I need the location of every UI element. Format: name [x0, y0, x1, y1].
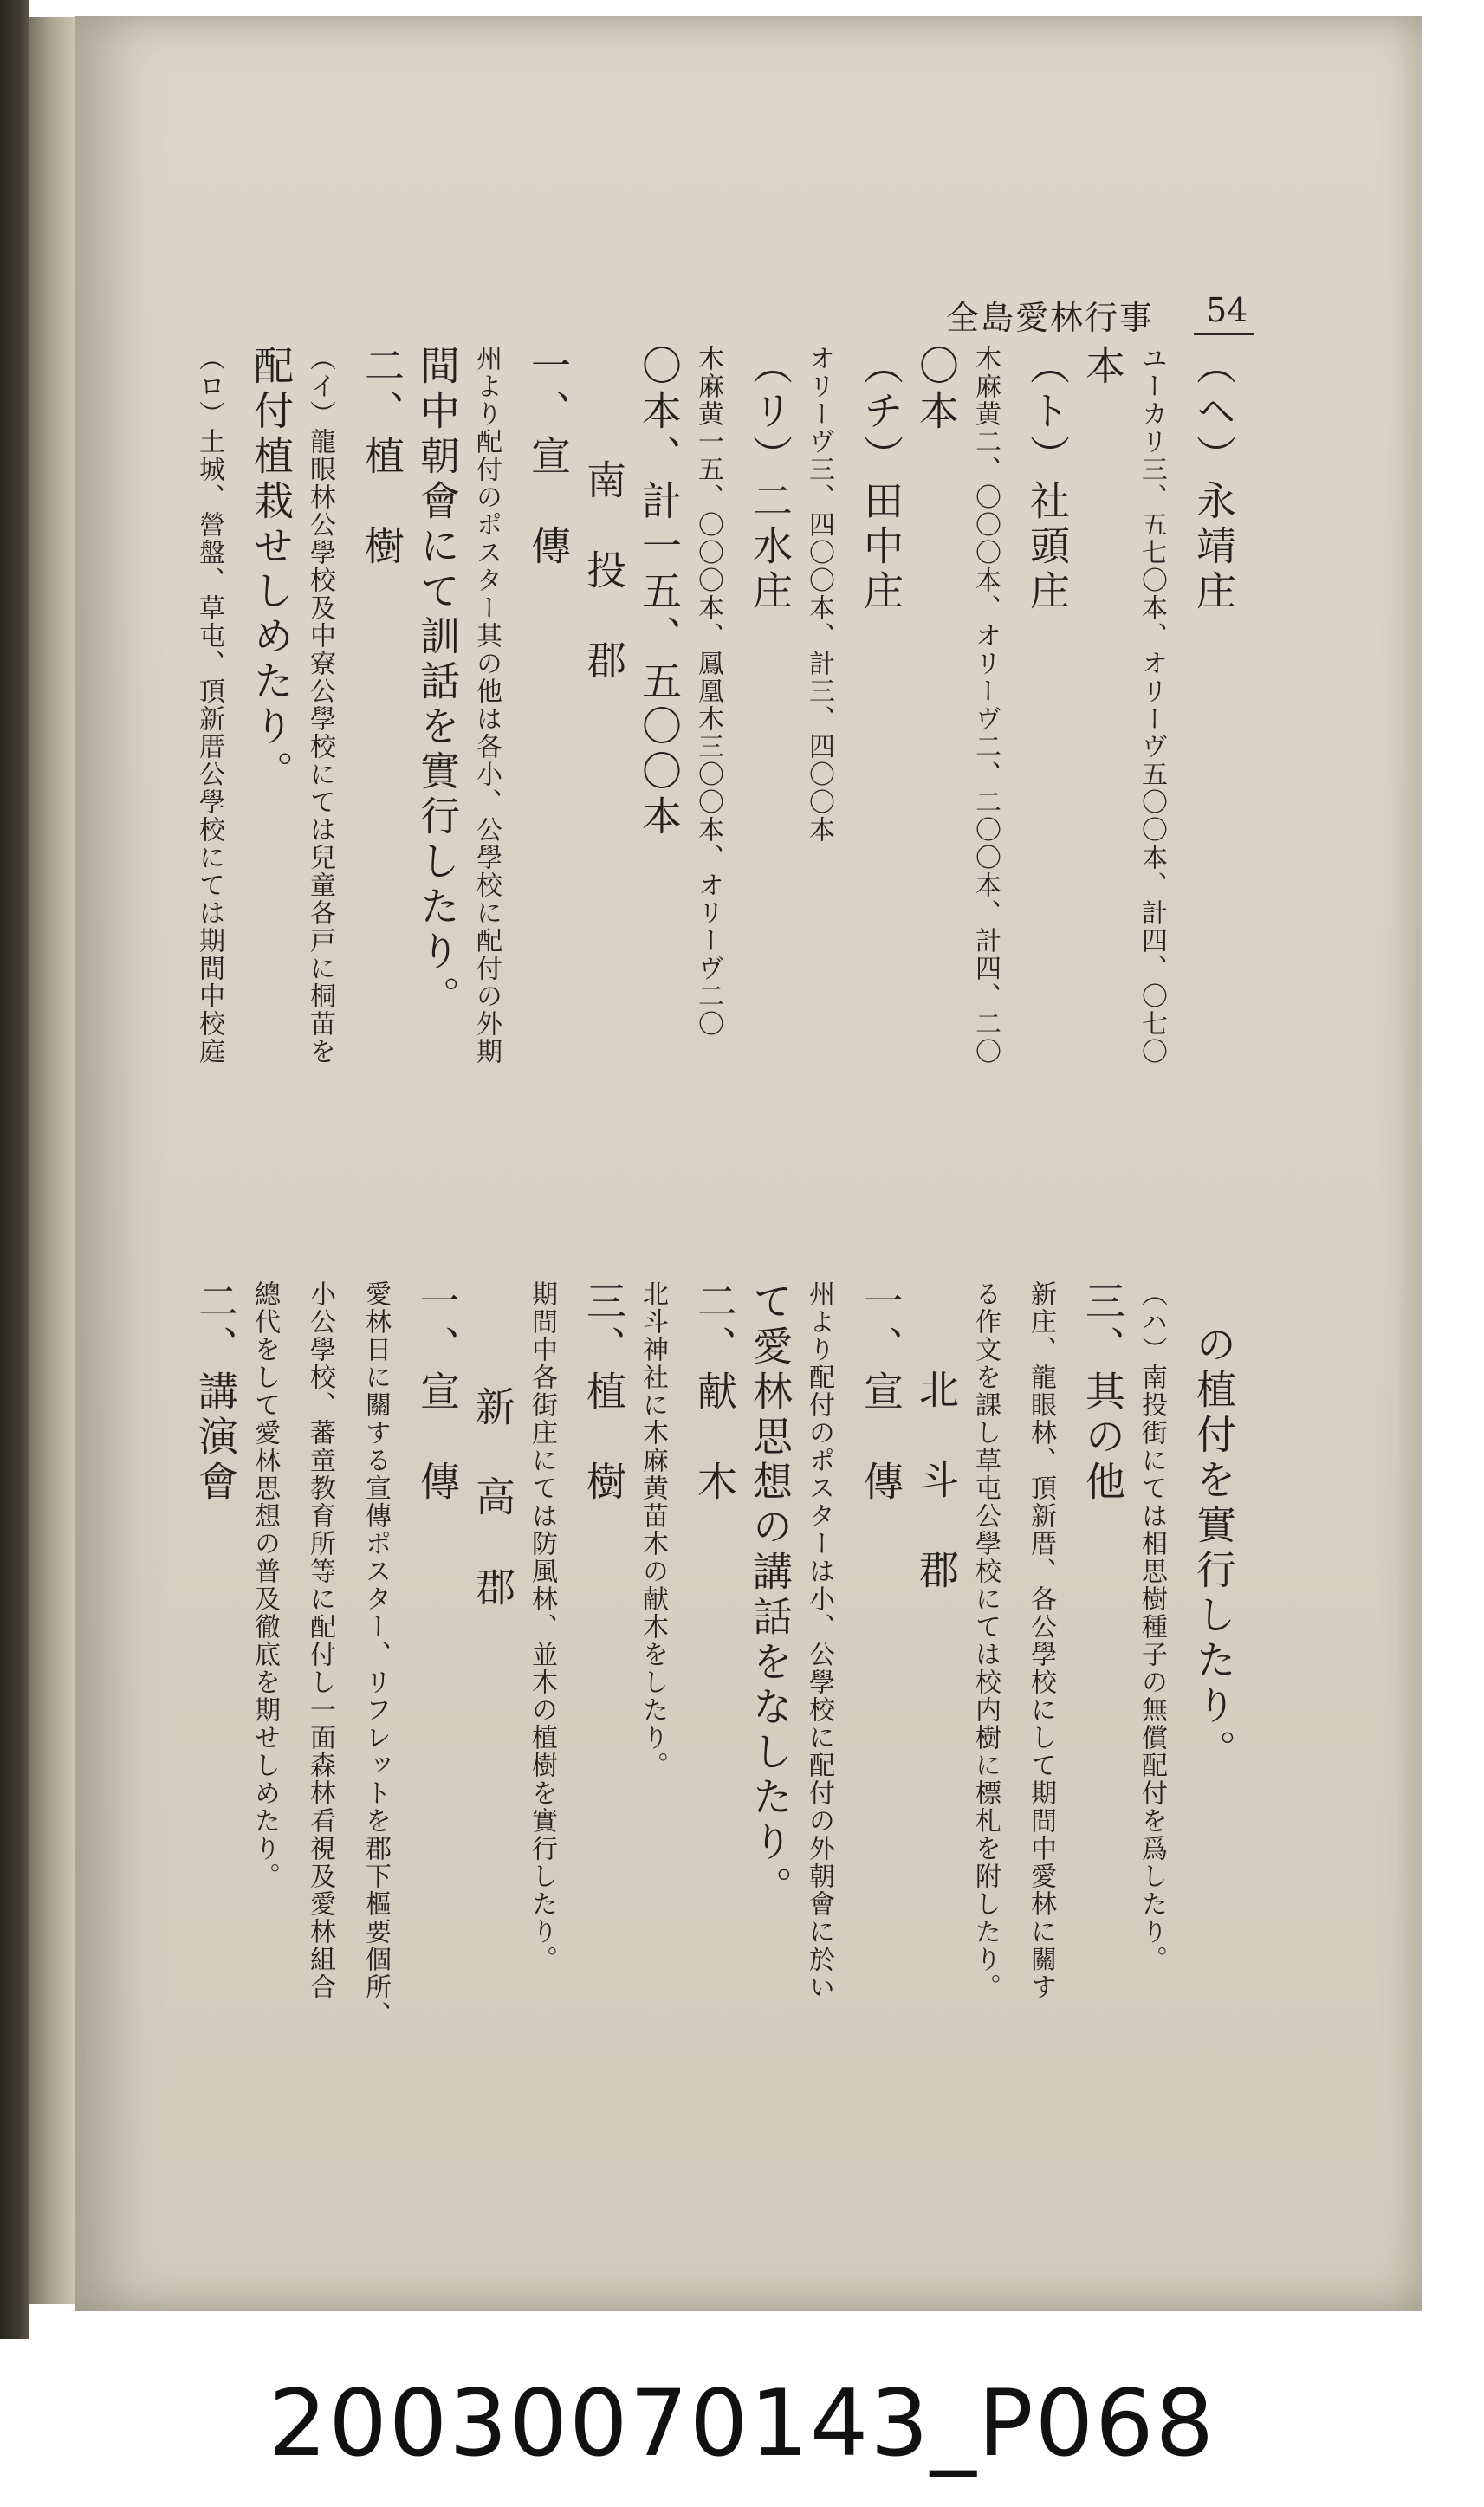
column-upper-19: （ロ）土城、營盤、草屯、頂新厝公學校にては期間中校庭: [194, 345, 224, 1066]
column-lower-3: 三、其の他: [1079, 1280, 1126, 1506]
column-upper-10: 木麻黄一五、〇〇〇本、鳳凰木三〇〇本、オリーヴ二〇: [693, 345, 723, 1038]
column-upper-14: 州より配付のポスター其の他は各小、公學校に配付の外期: [471, 345, 502, 1066]
column-upper-7: （チ）田中庄: [858, 345, 904, 615]
column-lower-8: 州より配付のポスターは小、公學校に配付の外朝會に於い: [804, 1280, 834, 2001]
district-heading-hokuto: 北 斗 郡: [913, 1369, 960, 1594]
column-upper-11: 〇本、計一五、五〇〇本: [636, 345, 683, 840]
column-upper-16: 二、植 樹: [359, 345, 405, 570]
column-upper-18: 配付植栽せしめたり。: [248, 345, 295, 795]
column-upper-8: オリーヴ三、四〇〇本、計三、四〇〇本: [804, 345, 834, 844]
column-lower-2: （ハ）南投街にては相思樹種子の無償配付を爲したり。: [1137, 1280, 1167, 1973]
header-title: 全島愛林行事: [946, 299, 1155, 337]
column-upper-1: （ヘ）永靖庄: [1190, 345, 1237, 615]
column-lower-16: 愛林日に關する宣傳ポスター、リフレットを郡下樞要個所、: [360, 1280, 391, 2029]
column-upper-2: ユーカリ三、五七〇本、オリーヴ五〇〇本、計四、〇七〇: [1137, 345, 1167, 1066]
column-upper-13: 一、宣 傳: [525, 345, 572, 570]
column-upper-5: 木麻黄二、〇〇〇本、オリーヴ二、二〇〇本、計四、二〇: [970, 345, 1001, 1066]
scan-margin: [1422, 0, 1484, 2339]
column-upper-9: （リ）二水庄: [747, 345, 794, 615]
column-upper-15: 間中朝會にて訓話を實行したり。: [414, 345, 461, 1020]
column-lower-15: 一、宣 傳: [414, 1280, 461, 1506]
archive-id-caption: 20030070143_P068: [268, 2369, 1216, 2477]
column-lower-19: 二、講演會: [192, 1280, 239, 1506]
district-heading-nanto: 南 投 郡: [580, 459, 627, 684]
column-lower-11: 北斗神社に木麻黄苗木の献木をしたり。: [638, 1280, 668, 1779]
column-upper-3: 本: [1079, 345, 1126, 390]
column-upper-4: （ト）社頭庄: [1024, 345, 1071, 615]
column-lower-5: る作文を課し草屯公學校にては校内樹に標札を附したり。: [970, 1280, 1001, 2001]
column-lower-17: 小公學校、蕃童教育所等に配付し一面森林看視及愛林組合: [305, 1280, 335, 2001]
column-lower-7: 一、宣 傳: [858, 1280, 904, 1506]
running-header: [946, 291, 1258, 337]
district-heading-niitaka: 新 高 郡: [470, 1386, 516, 1611]
column-lower-1: の植付を實行したり。: [1190, 1324, 1237, 1774]
column-upper-17: （イ）龍眼林公學校及中寮公學校にては兒童各戸に桐苗を: [305, 345, 335, 1066]
book-spine-edge: [0, 0, 29, 2339]
column-lower-13: 期間中各街庄にては防風林、並木の植樹を實行したり。: [527, 1280, 557, 1973]
column-lower-10: 二、献 木: [691, 1280, 738, 1506]
column-lower-12: 三、植 樹: [580, 1280, 627, 1506]
column-lower-18: 總代をして愛林思想の普及徹底を期せしめたり。: [249, 1280, 280, 1890]
page-gutter-shadow: [29, 17, 75, 2304]
column-lower-9: て愛林思想の講話をなしたり。: [747, 1280, 794, 1911]
page-number-underline: [1194, 333, 1254, 335]
page-number: 54: [1206, 291, 1248, 329]
column-upper-6: 〇本: [913, 345, 960, 435]
column-lower-4: 新庄、龍眼林、頂新厝、各公學校にして期間中愛林に關す: [1026, 1280, 1056, 2001]
